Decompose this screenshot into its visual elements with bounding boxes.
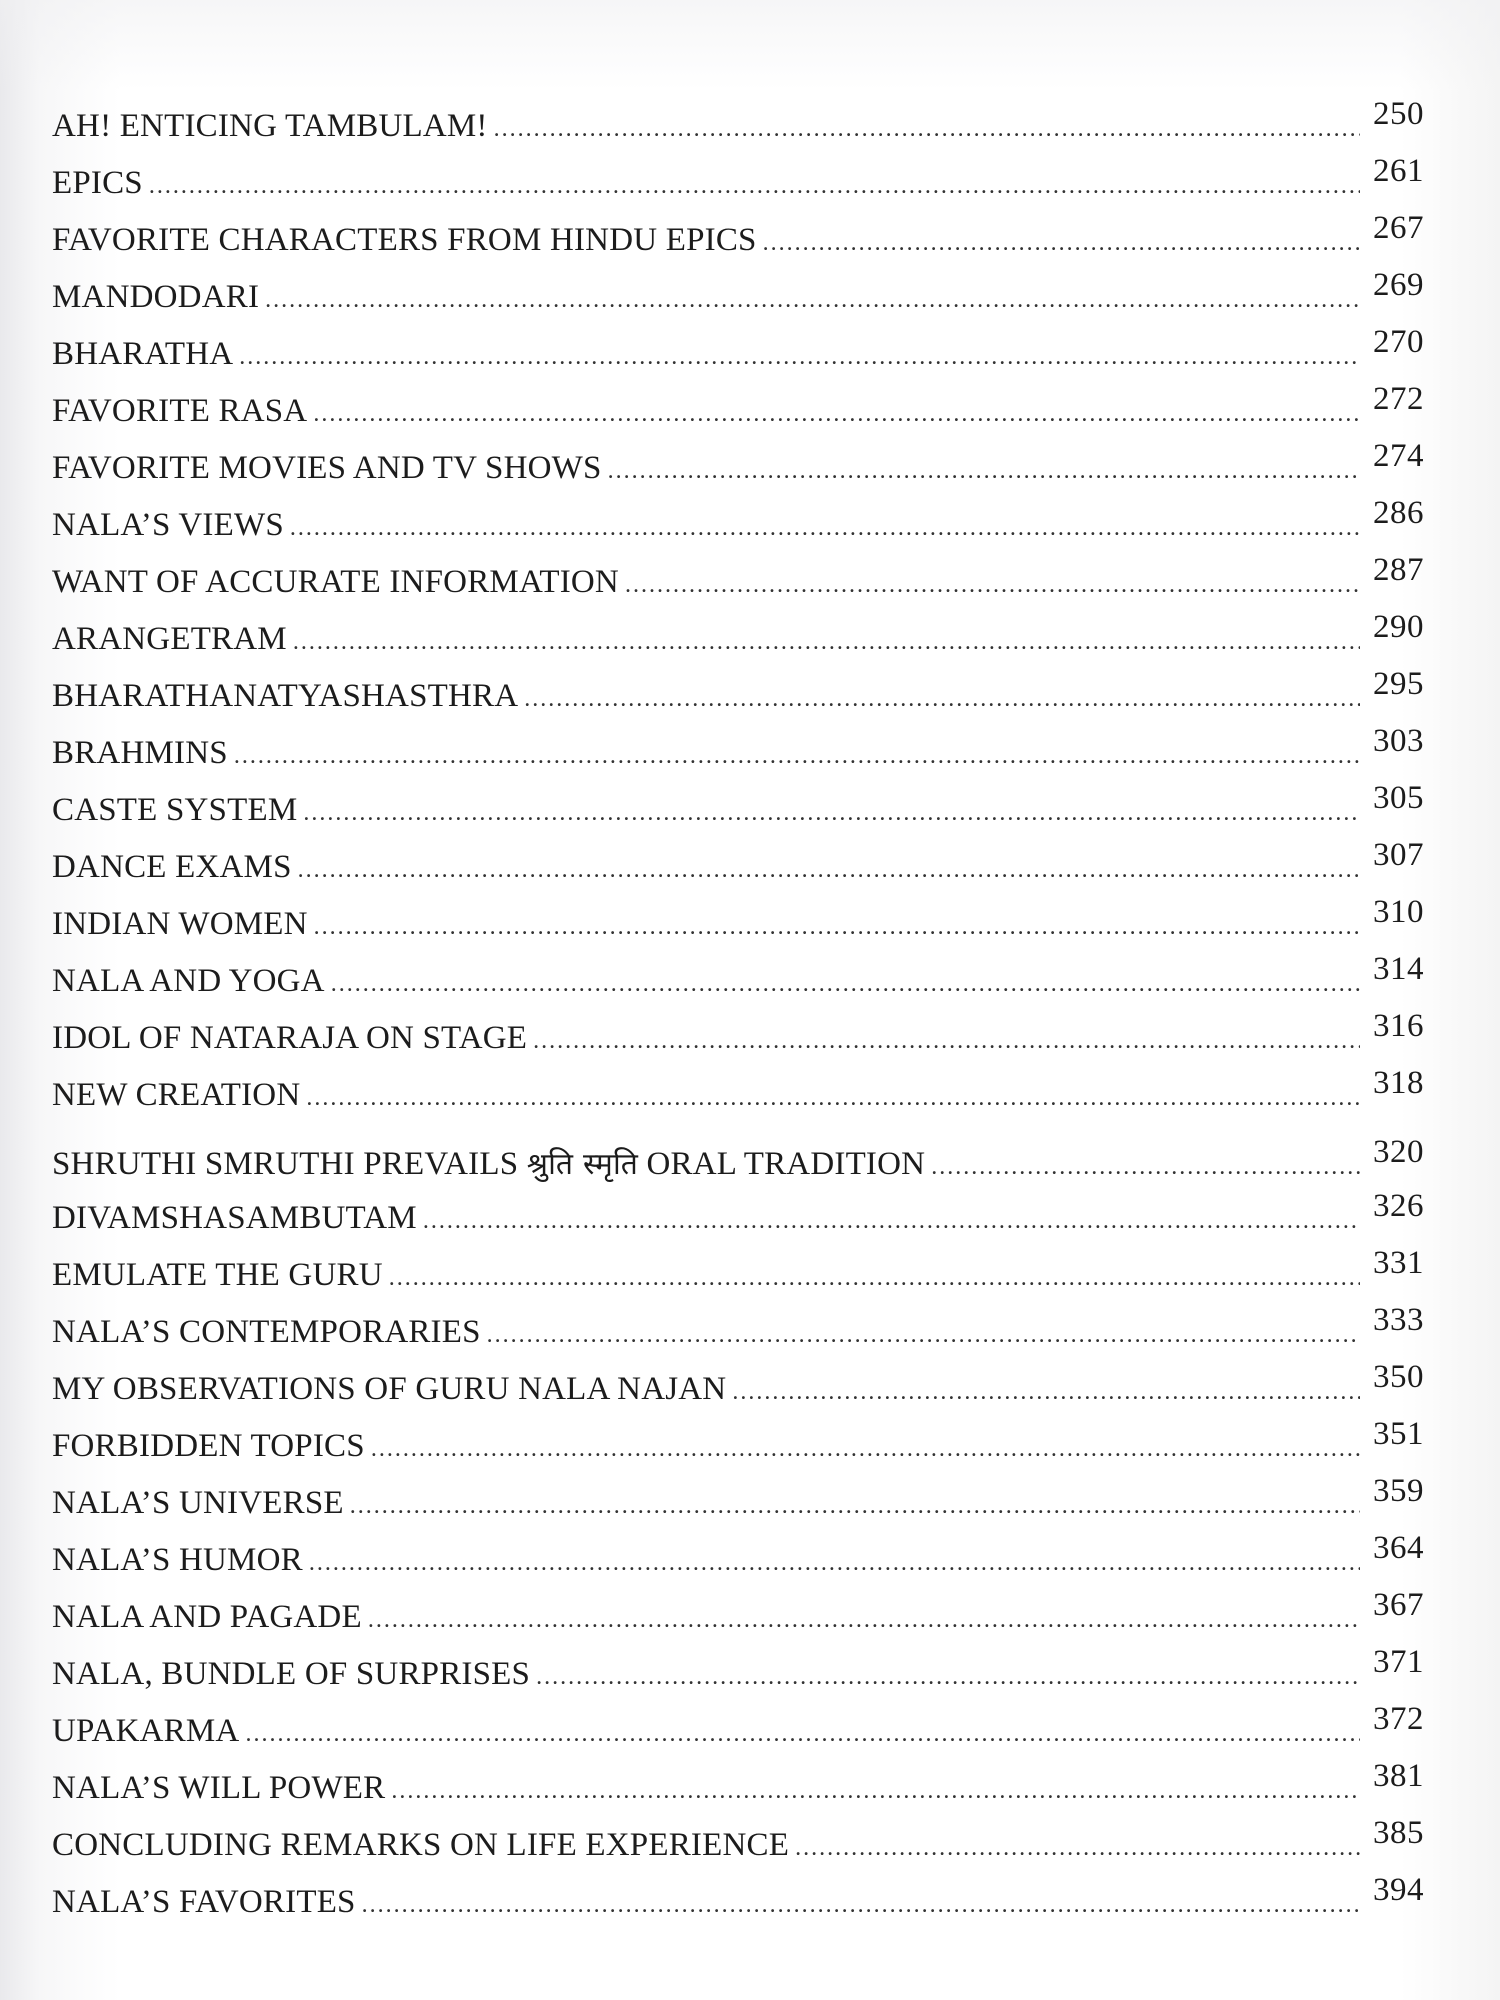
toc-entry-page: 269 bbox=[1373, 267, 1424, 303]
toc-entry-title: MY OBSERVATIONS OF GURU NALA NAJAN bbox=[52, 1371, 727, 1407]
dot-leader bbox=[931, 1154, 1360, 1181]
toc-entry-title: NALA’S VIEWS bbox=[52, 507, 284, 543]
toc-entry-page: 305 bbox=[1373, 780, 1424, 816]
toc-entry bbox=[52, 951, 1424, 1020]
toc-entry-title-end: ORAL TRADITION bbox=[638, 1146, 926, 1182]
toc-entry bbox=[52, 267, 1424, 336]
dot-leader bbox=[732, 1379, 1360, 1406]
toc-entry-title: IDOL OF NATARAJA ON STAGE bbox=[52, 1020, 528, 1056]
toc-entry-title: BHARATHA bbox=[52, 336, 234, 372]
dot-leader bbox=[371, 1436, 1360, 1463]
toc-entry-page: 310 bbox=[1373, 894, 1424, 930]
dot-leader bbox=[368, 1607, 1360, 1634]
dot-leader bbox=[524, 686, 1360, 713]
toc-entry-page: 316 bbox=[1373, 1008, 1424, 1044]
toc-entry-title: EMULATE THE GURU bbox=[52, 1257, 383, 1293]
toc-entry-page: 394 bbox=[1373, 1872, 1424, 1908]
dot-leader bbox=[763, 230, 1360, 257]
dot-leader bbox=[234, 743, 1360, 770]
dot-leader bbox=[494, 116, 1360, 143]
toc-entry bbox=[52, 1758, 1424, 1827]
toc-entry-title: INDIAN WOMEN bbox=[52, 906, 308, 942]
toc-entry bbox=[52, 96, 1424, 165]
toc-entry-title: EPICS bbox=[52, 165, 143, 201]
toc-entry-page: 364 bbox=[1373, 1530, 1424, 1566]
page-shadow bbox=[0, 0, 1500, 90]
toc-entry bbox=[52, 1815, 1424, 1884]
toc-entry-page: 303 bbox=[1373, 723, 1424, 759]
dot-leader bbox=[625, 572, 1360, 599]
toc-entry-title: NALA’S WILL POWER bbox=[52, 1770, 386, 1806]
toc-entry-title: DANCE EXAMS bbox=[52, 849, 292, 885]
toc-entry bbox=[52, 780, 1424, 849]
toc-entry-title: MANDODARI bbox=[52, 279, 260, 315]
toc-entry-title: BHARATHANATYASHASTHRA bbox=[52, 678, 519, 714]
toc-entry-page: 333 bbox=[1373, 1302, 1424, 1338]
toc-entry-page: 272 bbox=[1373, 381, 1424, 417]
toc-entry bbox=[52, 153, 1424, 222]
dot-leader bbox=[391, 1778, 1360, 1805]
dot-leader bbox=[350, 1493, 1360, 1520]
dot-leader bbox=[313, 401, 1360, 428]
toc-entry-page: 371 bbox=[1373, 1644, 1424, 1680]
toc-entry-page: 331 bbox=[1373, 1245, 1424, 1281]
toc-entry bbox=[52, 1065, 1424, 1134]
toc-entry-title: NALA’S UNIVERSE bbox=[52, 1485, 344, 1521]
dot-leader bbox=[389, 1265, 1360, 1292]
dot-leader bbox=[309, 1550, 1360, 1577]
toc-entry bbox=[52, 894, 1424, 963]
toc-entry-title: ARANGETRAM bbox=[52, 621, 287, 657]
toc-entry-page: 250 bbox=[1373, 96, 1424, 132]
toc-entry-page: 274 bbox=[1373, 438, 1424, 474]
toc-entry bbox=[52, 1008, 1424, 1077]
toc-entry bbox=[52, 1302, 1424, 1371]
dot-leader bbox=[608, 458, 1360, 485]
toc-entry bbox=[52, 495, 1424, 564]
dot-leader bbox=[314, 914, 1360, 941]
toc-entry bbox=[52, 552, 1424, 621]
toc-entry bbox=[52, 837, 1424, 906]
toc-entry bbox=[52, 1245, 1424, 1314]
toc-entry-page: 270 bbox=[1373, 324, 1424, 360]
dot-leader bbox=[265, 287, 1360, 314]
toc-entry bbox=[52, 1701, 1424, 1770]
toc-entry-title: UPAKARMA bbox=[52, 1713, 240, 1749]
toc-entry-page: 320 bbox=[1373, 1134, 1424, 1170]
toc-entry-title: NEW CREATION bbox=[52, 1077, 301, 1113]
dot-leader bbox=[362, 1892, 1360, 1919]
toc-entry bbox=[52, 438, 1424, 507]
toc-entry-page: 367 bbox=[1373, 1587, 1424, 1623]
toc-entry bbox=[52, 1644, 1424, 1713]
toc-entry-page: 359 bbox=[1373, 1473, 1424, 1509]
toc-entry-page: 326 bbox=[1373, 1188, 1424, 1224]
toc-entry-title: BRAHMINS bbox=[52, 735, 228, 771]
toc-entry-page: 287 bbox=[1373, 552, 1424, 588]
dot-leader bbox=[306, 1085, 1360, 1112]
toc-entry-page: 372 bbox=[1373, 1701, 1424, 1737]
dot-leader bbox=[423, 1208, 1360, 1235]
dot-leader bbox=[795, 1835, 1360, 1862]
toc-entry bbox=[52, 1473, 1424, 1542]
toc-entry-title: CASTE SYSTEM bbox=[52, 792, 298, 828]
toc-entry-title bbox=[52, 1142, 925, 1183]
toc-entry-title: NALA’S CONTEMPORARIES bbox=[52, 1314, 481, 1350]
dot-leader bbox=[533, 1028, 1360, 1055]
toc-entry bbox=[52, 381, 1424, 450]
toc-entry-page: 267 bbox=[1373, 210, 1424, 246]
toc-entry-page: 261 bbox=[1373, 153, 1424, 189]
toc-entry bbox=[52, 1188, 1424, 1257]
dot-leader bbox=[239, 344, 1360, 371]
toc-entry-title-start: SHRUTHI SMRUTHI PREVAILS bbox=[52, 1146, 527, 1182]
toc-entry bbox=[52, 1872, 1424, 1941]
toc-entry bbox=[52, 324, 1424, 393]
toc-entry-page: 286 bbox=[1373, 495, 1424, 531]
toc-entry-title: WANT OF ACCURATE INFORMATION bbox=[52, 564, 619, 600]
toc-entry-title: FAVORITE MOVIES AND TV SHOWS bbox=[52, 450, 602, 486]
toc-entry-page: 385 bbox=[1373, 1815, 1424, 1851]
toc-entry bbox=[52, 666, 1424, 735]
toc-entry bbox=[52, 1134, 1424, 1200]
toc-entry-page: 307 bbox=[1373, 837, 1424, 873]
toc-entry-page: 314 bbox=[1373, 951, 1424, 987]
dot-leader bbox=[245, 1721, 1360, 1748]
toc-entry-page: 381 bbox=[1373, 1758, 1424, 1794]
toc-entry-page: 290 bbox=[1373, 609, 1424, 645]
toc-entry-title: NALA AND YOGA bbox=[52, 963, 325, 999]
toc-entry bbox=[52, 1416, 1424, 1485]
toc-entry-title: FORBIDDEN TOPICS bbox=[52, 1428, 365, 1464]
toc-entry-title: NALA’S FAVORITES bbox=[52, 1884, 356, 1920]
dot-leader bbox=[293, 629, 1360, 656]
toc-entry-title: NALA, BUNDLE OF SURPRISES bbox=[52, 1656, 531, 1692]
dot-leader bbox=[303, 800, 1360, 827]
toc-entry-title-devanagari: श्रुति स्मृति bbox=[526, 1147, 639, 1182]
table-of-contents bbox=[52, 96, 1424, 1941]
dot-leader bbox=[290, 515, 1360, 542]
toc-entry-title: FAVORITE RASA bbox=[52, 393, 308, 429]
toc-entry-page: 351 bbox=[1373, 1416, 1424, 1452]
dot-leader bbox=[331, 971, 1360, 998]
toc-entry bbox=[52, 1530, 1424, 1599]
toc-entry-title: CONCLUDING REMARKS ON LIFE EXPERIENCE bbox=[52, 1827, 790, 1863]
toc-entry bbox=[52, 1587, 1424, 1656]
toc-entry bbox=[52, 609, 1424, 678]
toc-entry-page: 295 bbox=[1373, 666, 1424, 702]
dot-leader bbox=[536, 1664, 1360, 1691]
toc-entry-page: 350 bbox=[1373, 1359, 1424, 1395]
toc-entry bbox=[52, 210, 1424, 279]
toc-entry-title: NALA AND PAGADE bbox=[52, 1599, 362, 1635]
toc-entry bbox=[52, 1359, 1424, 1428]
toc-entry-title: FAVORITE CHARACTERS FROM HINDU EPICS bbox=[52, 222, 757, 258]
toc-entry-page: 318 bbox=[1373, 1065, 1424, 1101]
toc-entry-title: AH! ENTICING TAMBULAM! bbox=[52, 108, 488, 144]
toc-entry bbox=[52, 723, 1424, 792]
dot-leader bbox=[298, 857, 1360, 884]
toc-entry-title: NALA’S HUMOR bbox=[52, 1542, 303, 1578]
dot-leader bbox=[149, 173, 1360, 200]
dot-leader bbox=[487, 1322, 1360, 1349]
toc-entry-title: DIVAMSHASAMBUTAM bbox=[52, 1200, 417, 1236]
